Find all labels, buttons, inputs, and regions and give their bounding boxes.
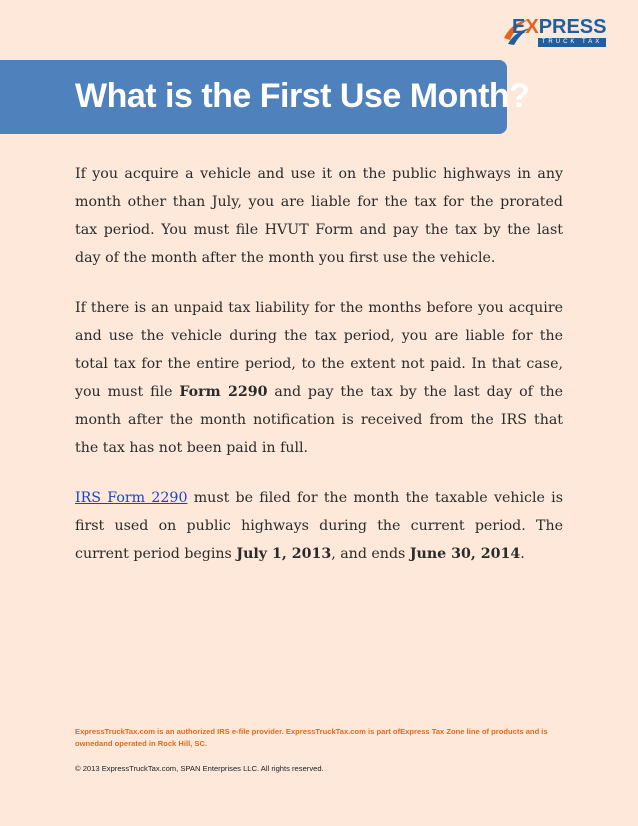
title-banner	[0, 60, 530, 134]
paragraph-2	[75, 294, 563, 462]
footer-provider-note: ExpressTruckTax.com is an authorized IRS e-file provider. ExpressTruckTax.com is part ofExpress Tax Zone line of products and is ownedand operated in Rock Hill, SC.	[75, 727, 548, 748]
paragraph-3	[75, 484, 563, 568]
main-content	[75, 160, 563, 590]
logo-letters-press: PRESS	[538, 16, 607, 38]
logo-tagline: TRUCK TAX	[538, 38, 606, 47]
logo-letter-e: E	[512, 16, 526, 38]
paragraph-1	[75, 160, 563, 272]
paragraph-3-end: .	[520, 546, 525, 562]
express-truck-tax-logo	[502, 16, 606, 48]
paragraph-3-and: , and ends	[331, 546, 410, 562]
paragraph-2-end: and pay the tax by the last day of the month after the month notification is received from the IRS that the tax has not been paid in full.	[75, 384, 564, 456]
footer-copyright: © 2013 ExpressTruckTax.com, SPAN Enterprises LLC. All rights reserved.	[75, 764, 324, 773]
page-title: What is the First Use Month?	[75, 77, 530, 115]
irs-form-2290-link[interactable]: IRS Form 2290	[75, 490, 188, 506]
period-start-date: July 1, 2013	[236, 546, 332, 562]
paragraph-2-start: If there is an unpaid tax liability for the months before you acquire and use the vehicle during the tax period, you are liable for the total tax for the entire period, to the extent not paid. In that case, you must file	[75, 300, 563, 400]
paragraph-3-mid: must be filed for the month the taxable vehicle is first used on public highways during the current period. The current period begins	[75, 490, 563, 562]
form-2290-bold: Form 2290	[179, 384, 268, 400]
paragraph-1-text: If you acquire a vehicle and use it on the public highways in any month other than July, you are liable for the tax for the prorated tax period. You must file HVUT Form and pay the tax by the last day of the month after the month you first use the vehicle.	[75, 166, 563, 266]
logo-wordmark	[512, 16, 607, 38]
period-end-date: June 30, 2014	[409, 546, 521, 562]
logo-letter-x: X	[525, 16, 539, 38]
